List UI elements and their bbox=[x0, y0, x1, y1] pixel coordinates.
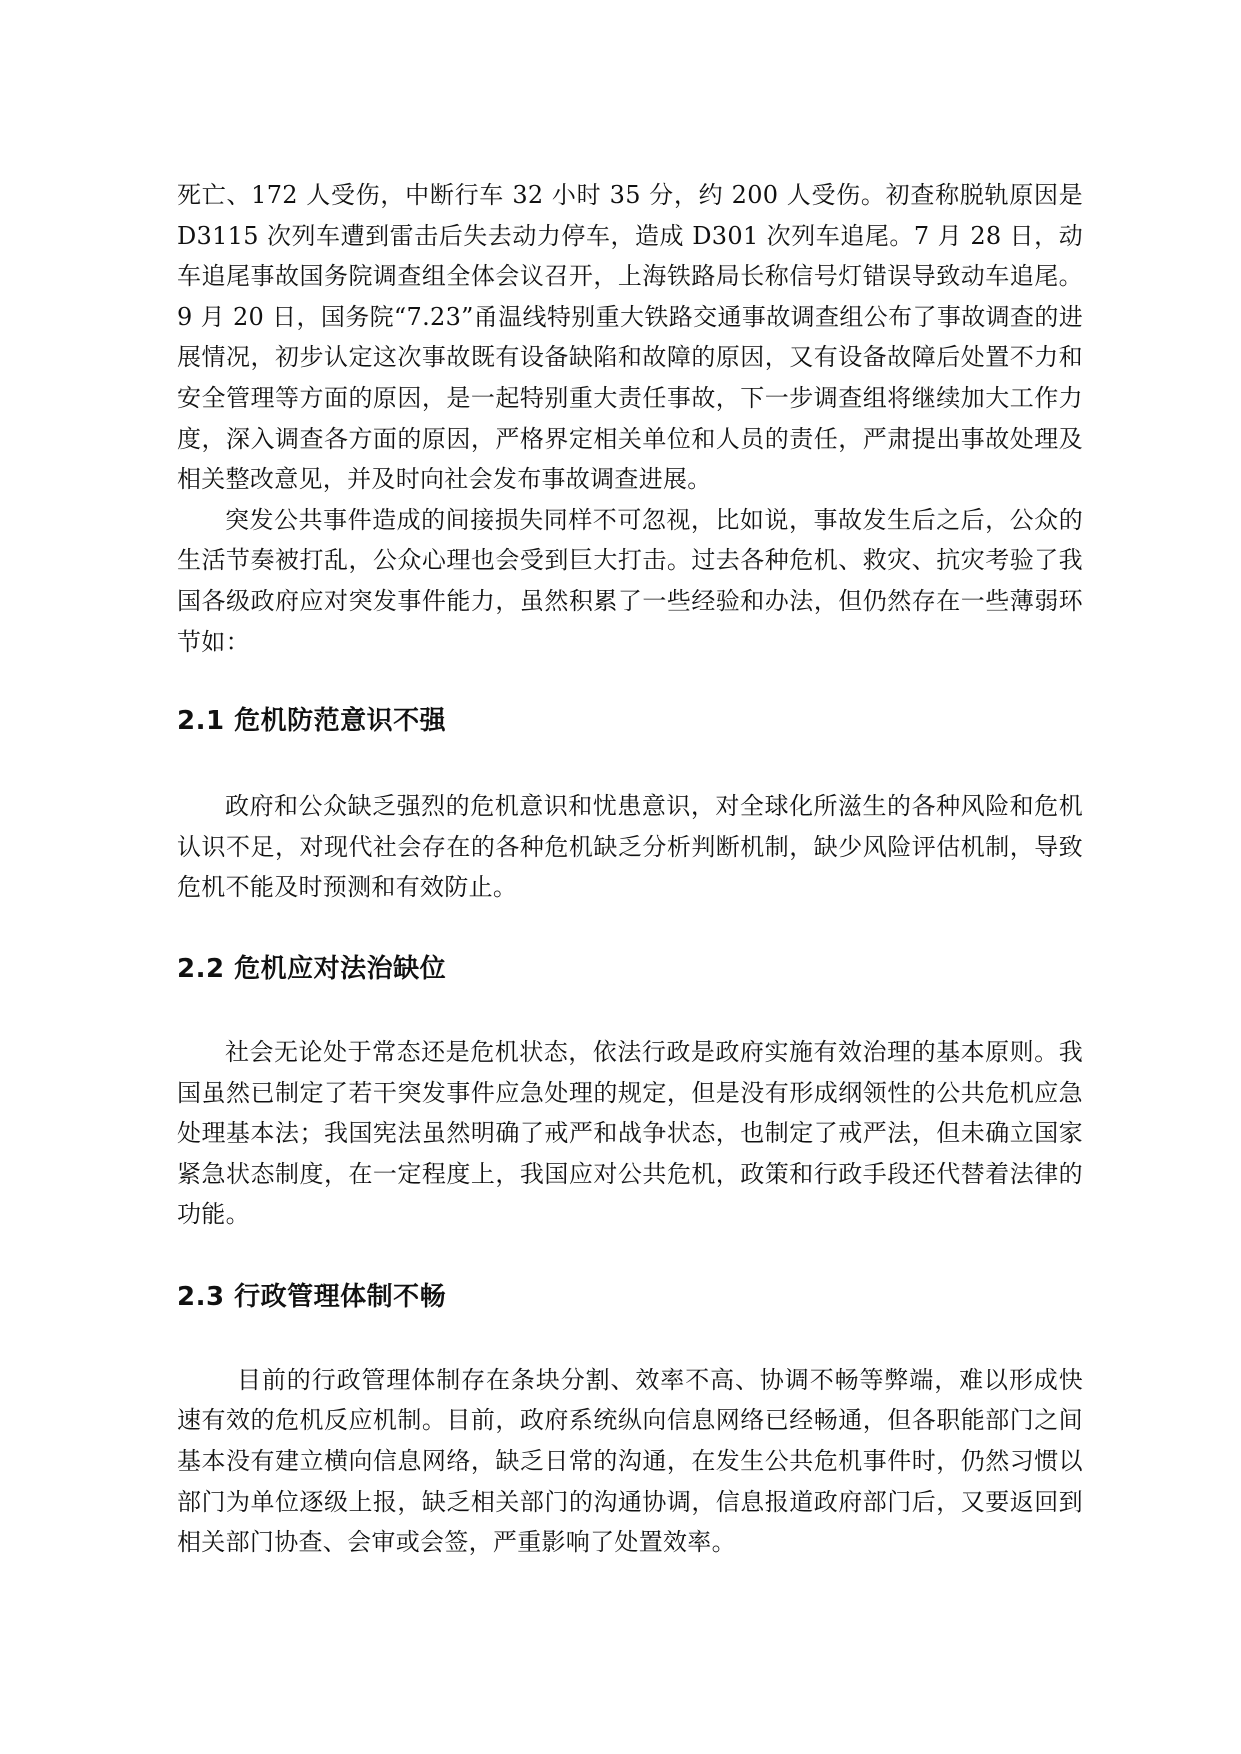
body-paragraph: 政府和公众缺乏强烈的危机意识和忧患意识，对全球化所滋生的各种风险和危机认识不足，对现代社会存在的各种危机缺乏分析判断机制，缺少风险评估机制，导致危机不能及时预测和有效防止。 bbox=[177, 792, 1083, 902]
body-paragraph: 目前的行政管理体制存在条块分割、效率不高、协调不畅等弊端，难以形成快速有效的危机反应机制。目前，政府系统纵向信息网络已经畅通，但各职能部门之间基本没有建立横向信息网络，缺乏日常的沟通，在发生公共危机事件时，仍然习惯以部门为单位逐级上报，缺乏相关部门的沟通协调，信息报道政府部门后，又要返回到相关部门协查、会审或会签，严重影响了处置效率。 bbox=[177, 1365, 1083, 1557]
body-paragraph: 社会无论处于常态还是危机状态，依法行政是政府实施有效治理的基本原则。我国虽然已制定了若干突发事件应急处理的规定，但是没有形成纲领性的公共危机应急处理基本法；我国宪法虽然明确了戒严和战争状态，也制定了戒严法，但未确立国家紧急状态制度，在一定程度上，我国应对公共危机，政策和行政手段还代替着法律的功能。 bbox=[177, 1037, 1083, 1229]
section-heading: 2.2 危机应对法治缺位 bbox=[177, 953, 447, 984]
document-body bbox=[177, 175, 1083, 1563]
section-heading: 2.1 危机防范意识不强 bbox=[177, 706, 447, 737]
body-paragraph: 突发公共事件造成的间接损失同样不可忽视，比如说，事故发生后之后，公众的生活节奏被打乱，公众心理也会受到巨大打击。过去各种危机、救灾、抗灾考验了我国各级政府应对突发事件能力，虽然积累了一些经验和办法，但仍然存在一些薄弱环节如： bbox=[177, 505, 1083, 656]
section-heading: 2.3 行政管理体制不畅 bbox=[177, 1281, 447, 1312]
body-paragraph: 死亡、172 人受伤，中断行车 32 小时 35 分，约 200 人受伤。初查称脱轨原因是 D3115 次列车遭到雷击后失去动力停车，造成 D301 次列车追尾。7 月 28 日，动车追尾事故国务院调查组全体会议召开，上海铁路局长称信号灯错误导致动车追尾。9 月 20 日，国务院“7.23”甬温线特别重大铁路交通事故调查组公布了事故调查的进展情况，初步认定这次事故既有设备缺陷和故障的原因，又有设备故障后处置不力和安全管理等方面的原因，是一起特别重大责任事故，下一步调查组将继续加大工作力度，深入调查各方面的原因，严格界定相关单位和人员的责任，严肃提出事故处理及相关整改意见，并及时向社会发布事故调查进展。 bbox=[177, 181, 1083, 494]
